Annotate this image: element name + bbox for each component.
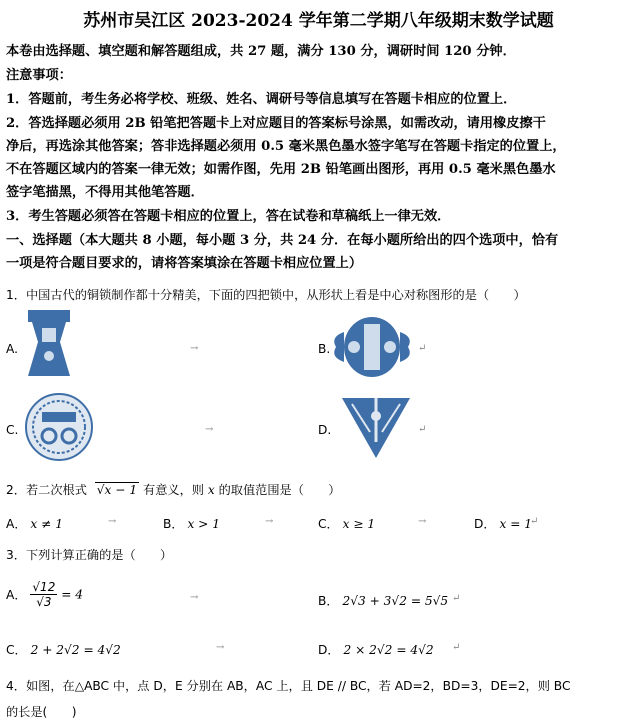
q1-option-a-label: A. xyxy=(6,342,18,356)
q3-d-math: 2 × 2√2 = 4√2 xyxy=(343,643,434,657)
lock-d-image xyxy=(338,392,414,462)
q2-stem-pre: 2．若二次根式 xyxy=(6,483,87,497)
q2-b-label: B． xyxy=(163,517,184,531)
q3-c-arrow-icon: → xyxy=(216,642,225,653)
q1-a-arrow-icon: → xyxy=(190,343,199,354)
q1-b-arrow-icon: ↵ xyxy=(418,343,427,354)
notice-2-line1: 2．答选择题必须用 2B 铅笔把答题卡上对应题目的答案标号涂黑，如需改动，请用橡皮擦干 xyxy=(6,116,546,131)
q2-b-arrow-icon: → xyxy=(265,516,274,527)
q3-option-c xyxy=(6,641,121,658)
notice-heading: 注意事项： xyxy=(6,68,72,83)
q3-option-d xyxy=(318,641,434,658)
q1-option-c-label: C. xyxy=(6,423,19,437)
q3-c-math: 2 + 2√2 = 4√2 xyxy=(30,643,121,657)
q2-stem-mid: 有意义，则 xyxy=(143,483,204,497)
lock-a-image xyxy=(22,306,76,386)
q3-b-arrow-icon: ↵ xyxy=(452,593,461,604)
section-heading-line1: 一、选择题（本大题共 8 小题，每小题 3 分，共 24 分．在每小题所给出的四个选项中，恰有 xyxy=(6,233,559,248)
q3-b-label: B． xyxy=(318,594,339,608)
q2-option-c xyxy=(318,515,375,532)
q2-a-arrow-icon: → xyxy=(108,516,117,527)
q2-b-math: x > 1 xyxy=(187,517,221,531)
q2-c-label: C． xyxy=(318,517,339,531)
intro-line: 本卷由选择题、填空题和解答题组成，共 27 题，满分 130 分，调研时间 120 分钟． xyxy=(6,44,516,59)
q2-radical: √x − 1 xyxy=(96,483,138,497)
q1-option-d-label: D. xyxy=(318,423,332,437)
q2-radicand: x − 1 xyxy=(104,483,138,497)
q3-a-denominator: √3 xyxy=(36,595,52,609)
q3-a-arrow-icon: → xyxy=(190,592,199,603)
q3-d-label: D． xyxy=(318,643,340,657)
notice-2-line4: 签字笔描黑，不得用其他笔答题． xyxy=(6,185,204,200)
notice-3: 3．考生答题必须答在答题卡相应的位置上，答在试卷和草稿纸上一律无效． xyxy=(6,209,451,224)
q2-d-arrow-icon: ↵ xyxy=(530,516,539,527)
q2-c-math: x ≥ 1 xyxy=(342,517,376,531)
q2-a-math: x ≠ 1 xyxy=(30,517,63,531)
q2-c-arrow-icon: → xyxy=(418,516,427,527)
q3-a-label: A． xyxy=(6,588,27,602)
q3-d-arrow-icon: ↵ xyxy=(452,642,461,653)
q3-b-math: 2√3 + 3√2 = 5√5 xyxy=(342,594,449,608)
q2-option-b xyxy=(163,515,220,532)
notice-2-line2: 净后，再选涂其他答案；答非选择题必须用 0.5 毫米黑色墨水签字笔写在答题卡指定的位置上， xyxy=(6,139,566,154)
q3-a-rhs: = 4 xyxy=(61,587,84,602)
q1-d-arrow-icon: ↵ xyxy=(418,424,427,435)
page-title: 苏州市吴江区 2023-2024 学年第二学期八年级期末数学试题 xyxy=(83,11,554,31)
q4-line1: 4．如图，在△ABC 中，点 D，E 分别在 AB，AC 上，且 DE // BC，若 AD=2，BD=3，DE=2，则 BC xyxy=(6,679,571,693)
q1-c-arrow-icon: → xyxy=(205,424,214,435)
q3-c-label: C． xyxy=(6,643,27,657)
notice-2-line3: 不在答题区域内的答案一律无效；如需作图，先用 2B 铅笔画出图形，再用 0.5 毫米黑色墨水 xyxy=(6,162,556,177)
q2-d-math: x = 1 xyxy=(499,517,533,531)
lock-b-image xyxy=(326,312,418,382)
q2-d-label: D． xyxy=(474,517,496,531)
q3-option-b xyxy=(318,592,448,609)
q3-a-numerator: √12 xyxy=(32,580,56,594)
notice-1: 1．答题前，考生务必将学校、班级、姓名、调研号等信息填写在答题卡相应的位置上． xyxy=(6,92,517,107)
section-heading-line2: 一项是符合题目要求的，请将答案填涂在答题卡相应位置上） xyxy=(6,256,363,271)
q2-option-d xyxy=(474,515,532,532)
q2-option-a xyxy=(6,515,63,532)
q2-stem xyxy=(6,481,340,498)
q1-option-b-label: B. xyxy=(318,342,331,356)
q2-stem-post: 的取值范围是（ ） xyxy=(218,483,341,497)
q4-line2: 的长是( ) xyxy=(6,705,77,719)
lock-c-image xyxy=(24,392,94,462)
q2-var: x xyxy=(207,483,215,497)
q2-a-label: A． xyxy=(6,517,27,531)
q3-stem: 3．下列计算正确的是（ ） xyxy=(6,548,173,562)
q3-option-a xyxy=(6,580,83,609)
q1-stem: 1．中国古代的铜锁制作都十分精美，下面的四把锁中，从形状上看是中心对称图形的是（ ） xyxy=(6,288,526,302)
q3-a-fraction xyxy=(30,580,57,609)
